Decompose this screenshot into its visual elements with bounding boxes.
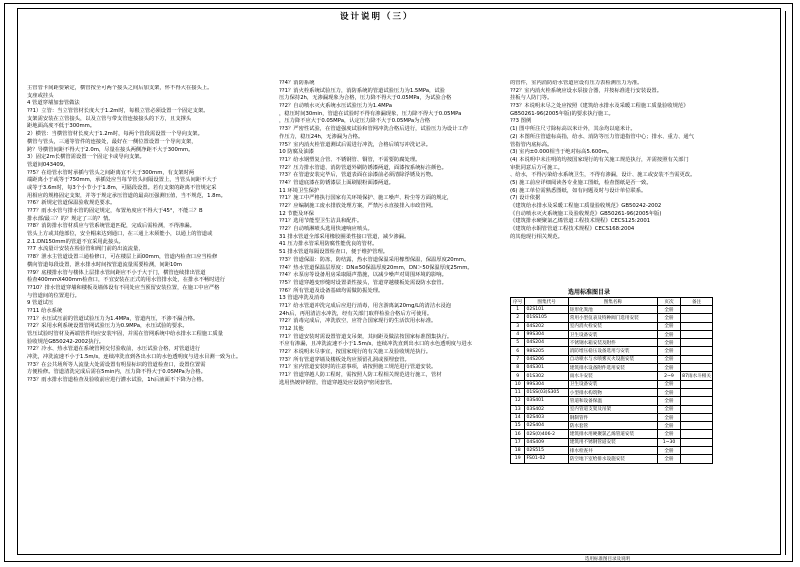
text-line: 2）横管：当横管管材长度大于1.2m时，每两个管段需设置一个导向支架。 — [27, 131, 203, 138]
text-line: ??1？选用节能型卫生洁具和配件。 — [279, 218, 363, 225]
text-line: 选用热镀锌钢管，管道穿越处应设防护密闭套管。 — [279, 379, 396, 386]
text-line: ??3？管道保温：防冻，防结露，热水管道保温采用橡塑保温，保温厚度20mm。 — [279, 256, 470, 263]
cell-code: 02S403 — [525, 413, 568, 421]
text-line: ??2？本说明未尽事宜，按国家现行的有关施工及验收规范执行。 — [279, 349, 432, 356]
text-line: ??2？自动喷水灭火系统水压试验压力为1.4MPa — [279, 103, 392, 110]
cell-name: 管道和设备保温 — [568, 397, 657, 405]
text-line: 横向管道每段设置，泄水排水时间按管道流量需要检测，间距10m — [27, 261, 182, 268]
table-row — [511, 438, 713, 446]
text-line: ??6？新规定管道保温验收规范要求。 — [27, 200, 116, 207]
cell-no: 19 — [511, 455, 525, 463]
text-line: ??2？自动喷淋喷头选用快速响应喷头。 — [279, 226, 373, 233]
cell-remark — [681, 314, 713, 322]
cell-no: 2 — [511, 314, 525, 322]
text-line: ??1？管道安装时需设置管道支吊架，其间距及做法按国家标准图集执行。 — [279, 333, 453, 340]
cell-page: 全册 — [657, 322, 680, 330]
text-line: 12 节能及环保 — [279, 210, 314, 217]
text-line: 跨？导横管间距不得大于2.0m，尽量在接头两侧净距不大于300mm。 — [27, 146, 194, 153]
text-line: ??2？采用水利系统设置管网试验压力为0.9MPa，水压试验的要求。 — [27, 323, 188, 330]
text-line: ??1）立管：当立管管材长度大于1.2m时，每根立管必须设置一个固定支架。 — [27, 108, 209, 115]
text-line: 与管道间的位置进行。 — [27, 292, 80, 299]
cell-name: 自动喷水与水喷雾灭火设施安装 — [568, 355, 657, 363]
cell-no: 14 — [511, 413, 525, 421]
text-line: 挂板与人防门等。 — [510, 95, 553, 102]
text-line: ??1？水压试压前的管道试验压力为1.4MPa，管道内压，不渗不漏合格。 — [27, 315, 199, 322]
text-line: ??8？消防排水管材质应与管系统管道匹配，完成后需检测，不得渗漏。 — [27, 223, 195, 230]
text-line: (6) 施工单位需熟悉图纸，如有问题及时与设计单位联系。 — [510, 187, 647, 194]
text-line: 11 环境卫生保护 — [279, 187, 320, 194]
cell-page: 2~9 — [657, 372, 680, 380]
text-line: ，稳压时间30min，管道在试验时不得有渗漏现象，压力降不得大于0.05MPa — [279, 110, 462, 117]
text-line: 端距离小于或等于750mm，承插处应当每节管头间隔设置上，当管头间距不大于 — [27, 177, 217, 184]
table-row — [511, 455, 713, 463]
table-row — [511, 430, 713, 438]
text-line: ??3？本说明未尽之处应按照《建筑给水排水及采暖工程施工质量验收规范》 — [510, 103, 689, 110]
text-line: ，压力降不应大于0.05MPa，认定压力降不大于0.05MPa为合格 — [279, 118, 431, 125]
cell-no: 6 — [511, 347, 525, 355]
cell-code: 04S204 — [525, 339, 568, 347]
table-row — [511, 447, 713, 455]
cell-page: 1~30 — [657, 438, 680, 446]
cell-remark — [681, 322, 713, 330]
cell-name: 防空地下室给排水设施安装 — [568, 455, 657, 463]
cell-code: 99S304 — [525, 380, 568, 388]
header-remark: 备注 — [681, 298, 713, 306]
cell-remark — [681, 355, 713, 363]
cell-name: 建筑排水用硬聚氯乙烯管道安装 — [568, 430, 657, 438]
cell-remark — [681, 413, 713, 421]
cell-name: 建筑排水设备附件选用安装 — [568, 364, 657, 372]
header-no: 序号 — [511, 298, 525, 306]
text-line: (3) 室内±0.000相当于绝对标高5.600m。 — [510, 149, 613, 156]
cell-page: 全册 — [657, 364, 680, 372]
text-line: 支座或挂头 — [27, 92, 54, 99]
text-line: 或等于3.6m时，每3个小节小于1.8m，可隔段设置。若有支架的距离不管规定采 — [27, 184, 217, 191]
text-line: ??1？管道穿越人防工程时，需按照人防工程相关规范进行施工，管材 — [279, 372, 442, 379]
text-line: ??2？消毒完成后，冲洗放空，应符合国家现行的生活饮用水标准。 — [279, 318, 437, 325]
cell-name: 室内消火栓安装 — [568, 322, 657, 330]
standard-drawings-table — [510, 297, 713, 464]
text-line: 主管管卡间距要紧定，横管按全可两个接头之间后加支架，怀不得大在接头上。 — [27, 85, 213, 91]
cell-remark — [681, 455, 713, 463]
cell-name: 卫生设备安装 — [568, 330, 657, 338]
cell-code: 02S404 — [525, 422, 568, 430]
text-line: 管压试验时管材及两端管件均应安装牢固，并需在管网系统中给水排水工程施工质量 — [27, 331, 223, 337]
cell-code: 99S304 — [525, 330, 568, 338]
cell-name: 防水套管 — [568, 422, 657, 430]
cell-code: 02S101 — [525, 306, 568, 314]
cell-name: 雨水斗安装 — [568, 372, 657, 380]
cell-code: 98S205 — [525, 347, 568, 355]
text-line: 验收规范GB50242-2002执行。 — [27, 338, 105, 345]
table-header-row — [511, 298, 713, 306]
table-row — [511, 364, 713, 372]
text-line: 31 排水管道全部采用橡胶圈柔性接口管道，减少渗漏。 — [279, 233, 410, 240]
cell-page: 全册 — [657, 314, 680, 322]
cell-no: 17 — [511, 438, 525, 446]
cell-name: 建筑用不锈钢管道安装 — [568, 438, 657, 446]
text-line: ??1？消火栓系统试验压力，消防系统的管道试验压力为1.5MPa，试验 — [279, 87, 445, 94]
cell-no: 15 — [511, 422, 525, 430]
cell-remark — [681, 330, 713, 338]
cell-page: 全册 — [657, 422, 680, 430]
cell-no: 5 — [511, 339, 525, 347]
text-line: ??12 其他 — [279, 326, 304, 332]
cell-code: 04S202 — [525, 322, 568, 330]
text-line: ??6？所有管道及设备基础均需做防振处理。 — [279, 287, 384, 294]
cell-name: 排水检查井 — [568, 447, 657, 455]
text-line: ??5？管道穿越变形缝时设置柔性接头，管道穿越楼板处需设防水套管。 — [279, 279, 447, 286]
cell-remark — [681, 306, 713, 314]
table-row — [511, 322, 713, 330]
table-row — [511, 405, 713, 413]
text-line: 冲洗，冲洗流速不小于1.5m/s，连续冲洗直到各出水口的水色透明度与进水目测一致为止。 — [27, 354, 242, 361]
cell-name: 卫生设备安装 — [568, 380, 657, 388]
text-line: 《建筑给水排水及采暖工程施工质量验收规范》GB50242-2002 — [510, 203, 662, 209]
cell-page: 全册 — [657, 355, 680, 363]
text-line: 管指管内底标高。 — [510, 141, 553, 148]
table-row — [511, 380, 713, 388]
text-line: ??2？应编制施工废水排放处理方案，严禁污水直接排入市政管网。 — [279, 203, 437, 209]
text-line: ??4？水泵房等设备用房采取隔声措施，以减少噪声对周围环境的影响。 — [279, 272, 447, 279]
text-line: 横管与管头，三通等管件的连接处，最好在一侧位置设置一个导向支架， — [27, 138, 197, 145]
cell-remark — [681, 364, 713, 372]
text-line: ??3？在公共场所等人流量大处需设置有明显标识的管道检查口，设置位置需 — [27, 361, 206, 368]
cell-remark — [681, 388, 713, 396]
text-line: 的管件，室内消防给水管道应设有压力表检测压力为准。 — [510, 80, 643, 86]
cell-no: 12 — [511, 397, 525, 405]
cell-code: 02S(0)406-2 — [525, 430, 568, 438]
cell-name: 矩形化粪池 — [568, 306, 657, 314]
cell-page: 全册 — [657, 380, 680, 388]
cell-page: 全册 — [657, 388, 680, 396]
text-line: ??8？泄水主管道设置三通检修口，可在楼层上面00mm，管道内检查口应当检修 — [27, 254, 218, 261]
text-line: ??4？消防系统 — [279, 80, 315, 86]
text-line: ??11 给水系统 — [27, 307, 63, 314]
cell-name: 消防增压稳压设备选用与安装 — [568, 347, 657, 355]
text-line: 24h后，再用清洁水冲洗，经有关部门取样检验合格后方可使用。 — [279, 310, 433, 317]
text-line: 3）固定2m长横管需设置一个固定卡或导向支架。 — [27, 154, 145, 161]
text-line: ??9？底楼排水管与楼体上层排水管间距应不小于大于门，横管连续排出管道 — [27, 269, 206, 276]
cell-code: 01SS105 — [525, 314, 568, 322]
cell-code: 04S409 — [525, 438, 568, 446]
cell-page: 全册 — [657, 455, 680, 463]
cell-code: 03S401 — [525, 397, 568, 405]
text-line: ??1？施工中严格执行国家有关环境保护、施工噪声、粉尘等方面的规定， — [279, 195, 453, 202]
table-row — [511, 422, 713, 430]
text-line: ??10？排水管道穿墙和楼板及墙体设有不同处应当预留安装位置，在施工中应严格 — [27, 284, 220, 291]
text-line: ??5？室内消火栓管道测试后需进行冲洗，合格后填写冲洗记录。 — [279, 141, 432, 148]
text-line: ??3？在管道安装完毕后，管道表面在涂漆前必须清除浮锈及污物。 — [279, 172, 437, 179]
text-line: (7) 设计依据 — [510, 195, 541, 202]
cell-page: 全册 — [657, 413, 680, 421]
cell-code: 02S515 — [525, 447, 568, 455]
header-code: 图集代号 — [525, 298, 568, 306]
table-note: 选用标准图目录及说明 — [585, 557, 630, 562]
cell-name: 不锈钢水箱安装及附件 — [568, 339, 657, 347]
cell-page: 全册 — [657, 430, 680, 438]
text-line: 《建筑给水铜管管道工程技术规程》CECS168:2004 — [510, 226, 635, 233]
table-row — [511, 347, 713, 355]
cell-no: 11 — [511, 388, 525, 396]
cell-no: 18 — [511, 447, 525, 455]
text-line: 管道间043409。 — [27, 161, 69, 168]
text-line: 《自动喷水灭火系统施工及验收规范》GB50261-96(2005年版) — [510, 210, 662, 217]
text-line: 作压力，稳压24h，无渗漏为合格。 — [279, 133, 364, 140]
table-row — [511, 306, 713, 314]
text-line: 的其他现行相关规范。 — [510, 233, 563, 240]
text-line: ??2？室内消火栓系统应设水泵接合器，并按标准进行安装设置。 — [510, 87, 663, 94]
text-line: 不应有渗漏，且冲洗流速不小于1.5m/s，连续冲洗直到出水口的水色透明度与进水 — [279, 341, 472, 348]
cell-page: 全册 — [657, 339, 680, 347]
text-line: GB50261-96(2005年版)的要求执行施工。 — [510, 110, 614, 117]
text-line: ??4？热水管道保温层厚度：DN≤50保温厚度20mm，DN＞50保温厚度25mm。 — [279, 264, 473, 271]
text-line: 41 压力排水管采用防腐性能优良的管材。 — [279, 241, 378, 248]
cell-no: 16 — [511, 430, 525, 438]
text-line: 方便检修。管道清洗完成后需在5min内，压力降不得大于0.05MPa为合格。 — [27, 369, 206, 376]
cell-code: FS01-02 — [525, 455, 568, 463]
text-line: ??7 水流量计安装在检验管和阀门前的出流流量， — [27, 246, 144, 253]
text-line: 51 排水管道每隔设置检查口，便于维护管理。 — [279, 249, 389, 256]
cell-no: 13 — [511, 405, 525, 413]
cell-no: 4 — [511, 330, 525, 338]
text-line: 用相应的规格固定支架，并等于规定承压管道的最高压强测压值，当不规范，1.8m。 — [27, 192, 226, 199]
text-line: 管头上方或其他部位，安全帽来达到通口，在三通上末须能小，以通上的管道或 — [27, 231, 213, 238]
text-line: (5) 施工前应详细阅读各专业施工图纸，检查图纸是否一致。 — [510, 179, 652, 186]
cell-name: 小型排水构筑物 — [568, 388, 657, 396]
cell-remark — [681, 380, 713, 388]
text-line: ??4？管道底漆在防锈漆层上面刷银粉面漆两道。 — [279, 179, 394, 186]
cell-remark — [681, 339, 713, 347]
cell-page: 全册 — [657, 306, 680, 314]
text-line: 2.1.DN150mm的管道不宜采用此接头。 — [27, 238, 124, 245]
cell-remark — [681, 397, 713, 405]
text-line: 10 防腐及油漆 — [279, 149, 314, 156]
table-row — [511, 413, 713, 421]
text-line: ??5？在给管水管时承插与管头之间距离宜不大于300mm，有支架时两 — [27, 169, 195, 176]
cell-remark — [681, 447, 713, 455]
ref-table-title: 选用标准图目录 — [568, 289, 611, 296]
table-row — [511, 397, 713, 405]
cell-code: 04S206 — [525, 355, 568, 363]
cell-page: 全册 — [657, 397, 680, 405]
text-line: ??1？给水管道冲洗完成后应进行消毒，用含游离氯20mg/L的清洁水浸泡 — [279, 302, 452, 309]
text-line: ??3 图例 — [510, 118, 532, 125]
cell-page: 全册 — [657, 347, 680, 355]
text-line: (1) 图中所注尺寸除标高以米计外，其余均以毫米计。 — [510, 126, 636, 133]
cell-name: 室内管道支架及吊架 — [568, 405, 657, 413]
text-line: ??2？压力排水管道、消防管道外刷防锈漆两道，面漆按系统标注颜色。 — [279, 164, 447, 171]
header-name: 图集名称 — [568, 298, 657, 306]
table-row — [511, 314, 713, 322]
text-line: 审批同意后方可施工。 — [510, 164, 563, 171]
cell-remark — [681, 438, 713, 446]
table-row — [511, 372, 713, 380]
cell-code: 03S402 — [525, 405, 568, 413]
cell-no: 3 — [511, 322, 525, 330]
text-line: 支架需安装在立管接头，以及立管与带支管连接接头的下方，且支撑头 — [27, 115, 192, 122]
cell-name: 常用小型仪表及特种阀门选用安装 — [568, 314, 657, 322]
text-line: ??3？所有管道穿墙及楼板处均应预留孔洞或预埋套管。 — [279, 356, 410, 363]
text-line: ??3？严密性试验，在管道强度试验和管网冲洗合格后进行，试验压力为设计工作 — [279, 126, 469, 133]
table-row — [511, 339, 713, 347]
table-row — [511, 330, 713, 338]
text-line: 《建筑排水硬聚氯乙烯管道工程技术规程》CECS125:2001 — [510, 218, 651, 225]
cell-code: 04S301 — [525, 364, 568, 372]
text-column-3 — [510, 80, 740, 241]
text-line: 9 管道试压 — [27, 300, 54, 307]
cell-remark — [681, 422, 713, 430]
cell-no: 8 — [511, 364, 525, 372]
text-line: 13 管道冲洗及消毒 — [279, 295, 325, 302]
cell-page: 全册 — [657, 405, 680, 413]
cell-page: 全册 — [657, 447, 680, 455]
cell-no: 9 — [511, 372, 525, 380]
cell-no: 7 — [511, 355, 525, 363]
text-line: (4) 本说明中未注明的均按国家现行的有关施工规范执行，并需按照有关部门 — [510, 156, 689, 163]
text-column-2 — [279, 80, 503, 388]
text-line: ??2？冷水、热水管道在系统管网交付验收前，水压试验合格，对管道进行 — [27, 346, 201, 353]
text-line: 、给水，不得污染给水系统卫生，不得有渗漏，设计、施工或安装不当需更改。 — [510, 172, 696, 179]
text-line: ??7？雨水水管与排水管的固定规定，布置角度应不得大于45°，不能三？B — [27, 208, 203, 214]
header-page: 页次 — [657, 298, 680, 306]
text-line: 4 管道穿墙加套管做法 — [27, 100, 80, 107]
cell-code: 01S302 — [525, 372, 568, 380]
cell-code: 01SS(03)S305 — [525, 388, 568, 396]
cell-remark — [681, 430, 713, 438]
cell-name: 钢制管件 — [568, 413, 657, 421]
cell-no: 1 — [511, 306, 525, 314]
page-title: 设计说明（三） — [340, 12, 414, 22]
cell-page: 全册 — [657, 330, 680, 338]
table-row — [511, 355, 713, 363]
cell-no: 10 — [511, 380, 525, 388]
text-line: 排水部/最三？的？规定了三的？情。 — [27, 215, 114, 222]
title-block-strip — [785, 11, 795, 555]
cell-remark — [681, 347, 713, 355]
text-line: ??1？给水钢塑复合管、不锈钢管、铜管，不需要防腐处理。 — [279, 156, 421, 163]
text-line: ??1？室内管道安装时的注意事项，请按照施工规范进行管道安装。 — [279, 364, 437, 371]
cell-remark — [681, 405, 713, 413]
table-row — [511, 388, 713, 396]
cell-remark: 87雨水斗相关 — [681, 372, 713, 380]
text-line: 压力保持2h，无渗漏现象为合格，压力降不得大于0.05MPa，为试验合格 — [279, 95, 452, 102]
text-line: 距地面高度不低于300mm。 — [27, 123, 96, 130]
text-column-1 — [27, 85, 265, 385]
text-line: ??3？雨水排水管道检查及验收前应进行灌水试验，1h后液面不下降为合格。 — [27, 377, 207, 384]
text-line: (2) 本图所注管道标高指，给水、消防等压力管道指管中心；排水、重力、通气 — [510, 133, 694, 140]
text-line: 检查400mmX400mm检查口，不宜安装在正式的用水管排水处，在排水不畅时进行 — [27, 277, 226, 284]
